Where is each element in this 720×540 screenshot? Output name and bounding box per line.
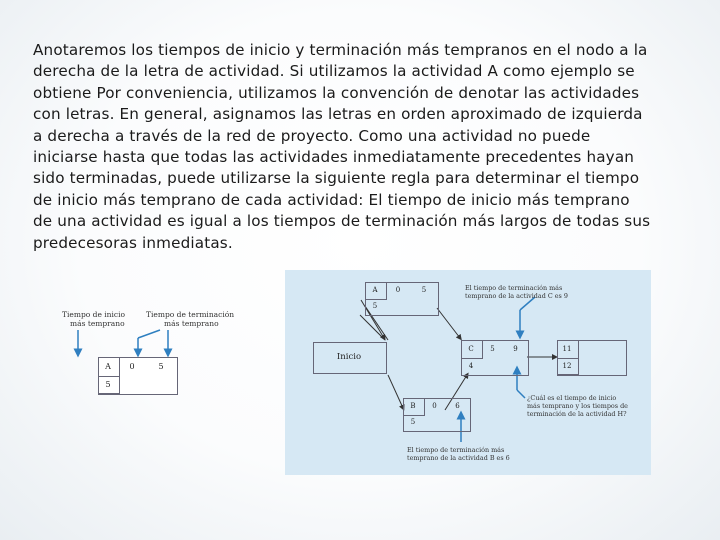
node-duration: 4 <box>468 361 474 370</box>
paragraph-line: iniciarse hasta que todas las actividades inmediatamente precedentes hayan <box>33 148 635 167</box>
paragraph-line: a derecha a través de la red de proyecto. Como una actividad no puede <box>33 126 591 145</box>
paragraph-line: obtiene Por conveniencia, utilizamos la convención de denotar las actividades <box>33 83 640 102</box>
node-start: 11 <box>562 344 572 353</box>
node-notation-figure <box>60 310 270 410</box>
node-start: 0 <box>395 286 401 294</box>
node-finish: 5 <box>158 361 164 371</box>
node-letter: A <box>372 286 378 294</box>
paragraph-line: de inicio más temprano de cada actividad: El tiempo de inicio más temprano <box>33 190 630 209</box>
node-start: 0 <box>129 361 135 371</box>
body-paragraph <box>33 40 693 254</box>
node-finish: 6 <box>455 402 460 410</box>
note-activity-c: El tiempo de terminación más temprano de la actividad C es 9 <box>465 284 568 300</box>
node-duration: 5 <box>105 379 111 389</box>
node-duration: 12 <box>562 361 572 370</box>
paragraph-line: predecesoras inmediatas. <box>33 233 233 252</box>
project-network-figure <box>285 270 651 475</box>
start-node-label: Inicio <box>336 352 362 362</box>
paragraph-line: Anotaremos los tiempos de inicio y terminación más tempranos en el nodo a la <box>33 41 648 59</box>
node-letter: B <box>410 402 416 410</box>
paragraph-line: de una actividad es igual a los tiempos de terminación más largos de todas sus <box>33 212 651 231</box>
node-start: 0 <box>432 402 437 410</box>
node-start: 5 <box>490 344 495 353</box>
finish-time-label: Tiempo de terminación más temprano <box>146 310 235 328</box>
start-time-label: Tiempo de inicio más temprano <box>62 310 126 328</box>
node-finish: 9 <box>513 344 518 353</box>
node-finish: 5 <box>421 286 427 294</box>
node-duration: 5 <box>372 302 378 310</box>
note-question-h: ¿Cuál es el tiempo de inicio más temprano y los tiempos de terminación de la actividad H? <box>527 394 628 418</box>
node-letter: C <box>468 344 474 353</box>
note-activity-b: El tiempo de terminación más temprano de la actividad B es 6 <box>407 446 510 462</box>
paragraph-line: derecha de la letra de actividad. Si utilizamos la actividad A como ejemplo se <box>33 62 635 81</box>
paragraph-line: con letras. En general, asignamos las letras en orden aproximado de izquierda <box>33 105 643 124</box>
paragraph-line: sido terminadas, puede utilizarse la siguiente regla para determinar el tiempo <box>33 169 640 188</box>
node-letter: A <box>105 361 111 371</box>
node-duration: 5 <box>410 418 416 426</box>
